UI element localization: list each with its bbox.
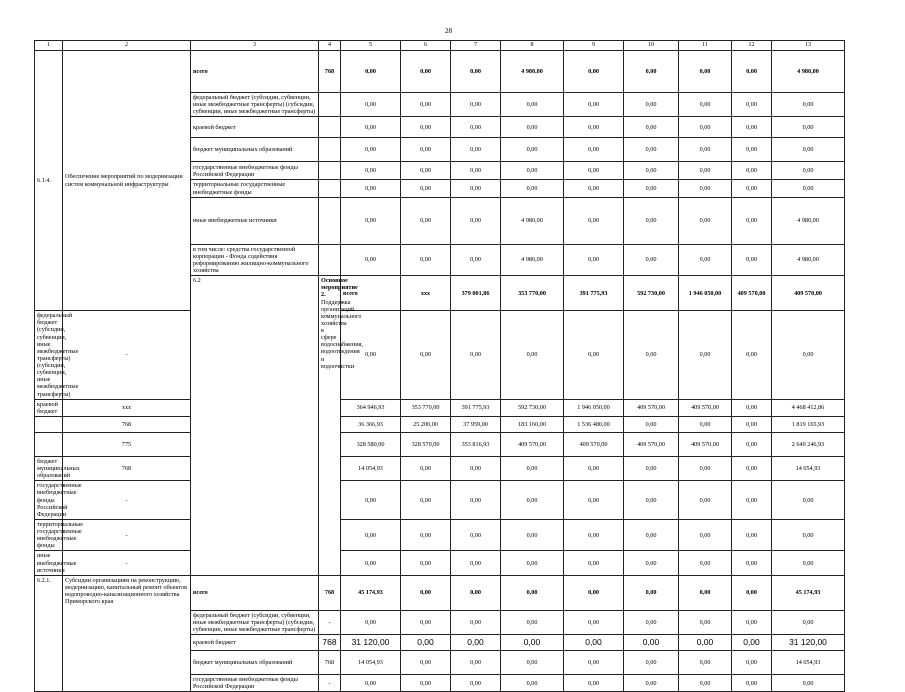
row-number: 6.1.4. — [37, 177, 51, 184]
value-cell-col-7: 0,00 — [451, 651, 501, 675]
measure-name-cell: Субсидии организациям на реконструкцию, модернизацию, капитальный ремонт объектов водопроводно-канализационного хозяйства Приморского края — [63, 575, 191, 692]
value-cell-col-5: 0,00 — [341, 551, 401, 575]
value-cell-col-8: 4 980,00 — [501, 51, 564, 93]
value-cell-col-9: 0,00 — [564, 162, 624, 180]
value-cell-col-7: 0,00 — [451, 117, 501, 138]
code-cell — [319, 117, 341, 138]
funding-source-cell: государственные внебюджетные фонды Российской Федерации — [191, 162, 319, 180]
code-cell — [319, 138, 341, 162]
value-cell-col-13: 0,00 — [772, 675, 845, 692]
value-cell-col-13: 4 980,00 — [772, 197, 845, 244]
row-number-cell: 6.2.1. — [35, 575, 63, 692]
value-cell-col-13: 0,00 — [772, 311, 845, 400]
value-cell-col-13: 31 120,00 — [772, 635, 845, 651]
value-cell-col-6: 0,00 — [401, 481, 451, 520]
value-cell-col-10: 0,00 — [624, 575, 679, 610]
value-cell-col-8: 0,00 — [501, 551, 564, 575]
code-cell: 768 — [319, 575, 341, 610]
code-cell: - — [63, 481, 191, 520]
row-number-cell: 6.2 — [191, 276, 319, 576]
value-cell-col-5: 379 001,86 — [451, 276, 501, 311]
value-cell-col-13: 2 649 246,93 — [772, 432, 845, 456]
header-cell-11: 11 — [679, 41, 732, 51]
value-cell-col-11: 0,00 — [679, 675, 732, 692]
value-cell-col-13: 0,00 — [772, 93, 845, 117]
value-cell-col-10: 0,00 — [624, 197, 679, 244]
code-cell: - — [319, 610, 341, 634]
funding-source-cell: государственные внебюджетные фонды Российской Федерации — [191, 675, 319, 692]
value-cell-col-7: 0,00 — [451, 197, 501, 244]
value-cell-col-6: 0,00 — [401, 610, 451, 634]
header-cell-12: 12 — [732, 41, 772, 51]
value-cell-col-8: 4 980,00 — [501, 197, 564, 244]
funding-source-cell: иные внебюджетные источники — [35, 551, 63, 575]
table-row — [35, 456, 845, 480]
value-cell-col-6: 0,00 — [401, 162, 451, 180]
value-cell-col-10: 0,00 — [624, 138, 679, 162]
value-cell-col-7: 0,00 — [451, 244, 501, 276]
value-cell-col-12: 0,00 — [732, 675, 772, 692]
value-cell-col-10: 409 570,00 — [624, 399, 679, 416]
value-cell-col-7: 37 959,00 — [451, 416, 501, 432]
value-cell-col-8: 0,00 — [501, 675, 564, 692]
value-cell-col-6: 0,00 — [401, 635, 451, 651]
value-cell-col-6: 0,00 — [401, 244, 451, 276]
value-cell-col-6: 0,00 — [401, 551, 451, 575]
value-cell-col-6: 0,00 — [401, 311, 451, 400]
value-cell-col-12: 0,00 — [732, 51, 772, 93]
value-cell-col-8: 0,00 — [501, 519, 564, 551]
value-cell-col-10: 0,00 — [624, 416, 679, 432]
table-body — [35, 51, 845, 692]
value-cell-col-5: 0,00 — [341, 481, 401, 520]
value-cell-col-11: 0,00 — [679, 180, 732, 197]
table-row — [35, 575, 845, 610]
value-cell-col-8: 0,00 — [501, 610, 564, 634]
value-cell-col-6: 0,00 — [401, 180, 451, 197]
value-cell-col-10: 0,00 — [624, 519, 679, 551]
value-cell-col-8: 592 730,00 — [624, 276, 679, 311]
value-cell-col-6: 0,00 — [401, 138, 451, 162]
value-cell-col-5: 14 054,93 — [341, 456, 401, 480]
table-row — [35, 51, 845, 93]
value-cell-col-12: 0,00 — [732, 519, 772, 551]
value-cell-col-12: 0,00 — [732, 180, 772, 197]
value-cell-col-8: 0,00 — [501, 117, 564, 138]
code-cell: 775 — [63, 432, 191, 456]
value-cell-col-11: 0,00 — [679, 456, 732, 480]
funding-source-cell: краевой бюджет — [35, 399, 63, 416]
value-cell-col-5: 31 120,00 — [341, 635, 401, 651]
value-cell-col-10: 0,00 — [624, 481, 679, 520]
funding-source-cell: иные внебюджетные источники — [191, 197, 319, 244]
value-cell-col-11: 409 570,00 — [679, 432, 732, 456]
value-cell-col-12: 0,00 — [732, 244, 772, 276]
funding-source-cell: федеральный бюджет (субсидии, субвенции, иные межбюджетные трансферты) (субсидии, субвенции, иные межбюджетные трансферты) — [35, 311, 63, 400]
value-cell-col-10: 0,00 — [624, 635, 679, 651]
value-cell-col-7: 0,00 — [451, 675, 501, 692]
funding-source-cell: в том числе: средства государственной корпорации - Фонда содействия реформированию жилищно-коммунального хозяйства — [191, 244, 319, 276]
funding-source-cell — [35, 416, 63, 432]
funding-source-cell: всего — [191, 575, 319, 610]
header-cell-5: 5 — [341, 41, 401, 51]
value-cell-col-7: 353 816,93 — [451, 432, 501, 456]
code-cell: ххх — [63, 399, 191, 416]
value-cell-col-6: 0,00 — [401, 117, 451, 138]
value-cell-col-13: 0,00 — [772, 481, 845, 520]
value-cell-col-11: 0,00 — [679, 311, 732, 400]
value-cell-col-7: 0,00 — [451, 51, 501, 93]
header-cell-7: 7 — [451, 41, 501, 51]
value-cell-col-11: 0,00 — [679, 117, 732, 138]
value-cell-col-11: 0,00 — [679, 416, 732, 432]
value-cell-col-11: 0,00 — [679, 651, 732, 675]
value-cell-col-10: 409 570,00 — [732, 276, 772, 311]
budget-table-container — [34, 40, 844, 692]
code-cell — [319, 162, 341, 180]
value-cell-col-10: 0,00 — [624, 651, 679, 675]
value-cell-col-13: 4 468 412,86 — [772, 399, 845, 416]
measure-name-cell: Обеспечение мероприятий по модернизации систем коммунальной инфраструктуры — [63, 51, 191, 311]
value-cell-col-9: 0,00 — [564, 456, 624, 480]
header-row — [35, 41, 845, 51]
value-cell-col-5: 0,00 — [341, 675, 401, 692]
value-cell-col-10: 409 570,00 — [624, 432, 679, 456]
value-cell-col-11: 0,00 — [679, 551, 732, 575]
value-cell-col-8: 183 160,00 — [501, 416, 564, 432]
code-cell: - — [319, 675, 341, 692]
value-cell-col-12: 0,00 — [732, 610, 772, 634]
value-cell-col-8: 592 730,00 — [501, 399, 564, 416]
value-cell-col-8: 0,00 — [501, 162, 564, 180]
budget-table — [34, 40, 845, 692]
value-cell-col-13: 0,00 — [772, 117, 845, 138]
value-cell-col-5: 0,00 — [341, 311, 401, 400]
value-cell-col-9: 0,00 — [564, 117, 624, 138]
header-cell-4: 4 — [319, 41, 341, 51]
value-cell-col-9: 409 570,00 — [564, 432, 624, 456]
value-cell-col-5: 0,00 — [341, 117, 401, 138]
value-cell-col-5: 0,00 — [341, 138, 401, 162]
value-cell-col-12: 0,00 — [732, 481, 772, 520]
value-cell-col-6: 0,00 — [401, 51, 451, 93]
value-cell-col-5: 36 366,93 — [341, 416, 401, 432]
value-cell-col-10: 0,00 — [624, 610, 679, 634]
value-cell-col-11: 0,00 — [679, 481, 732, 520]
header-cell-2: 2 — [63, 41, 191, 51]
value-cell-col-12: 0,00 — [732, 651, 772, 675]
value-cell-col-8: 0,00 — [501, 481, 564, 520]
value-cell-col-11: 0,00 — [679, 519, 732, 551]
value-cell-col-9: 0,00 — [564, 51, 624, 93]
value-cell-col-9: 0,00 — [564, 481, 624, 520]
value-cell-col-13: 0,00 — [772, 519, 845, 551]
header-cell-9: 9 — [564, 41, 624, 51]
value-cell-col-9: 0,00 — [564, 180, 624, 197]
value-cell-col-12: 0,00 — [732, 93, 772, 117]
value-cell-col-11: 0,00 — [679, 162, 732, 180]
value-cell-col-10: 0,00 — [624, 162, 679, 180]
value-cell-col-11: 0,00 — [679, 93, 732, 117]
funding-source-cell: бюджет муниципальных образований — [35, 456, 63, 480]
value-cell-col-7: 0,00 — [451, 575, 501, 610]
value-cell-col-9: 0,00 — [564, 93, 624, 117]
value-cell-col-11: 0,00 — [679, 635, 732, 651]
value-cell-col-11: 0,00 — [679, 197, 732, 244]
value-cell-col-9: 0,00 — [564, 575, 624, 610]
funding-source-cell: федеральный бюджет (субсидии, субвенции, иные межбюджетные трансферты) (субсидии, субвенции, иные межбюджетные трансферты) — [191, 610, 319, 634]
value-cell-col-5: 0,00 — [341, 93, 401, 117]
value-cell-col-7: 0,00 — [451, 635, 501, 651]
value-cell-col-12: 0,00 — [732, 456, 772, 480]
value-cell-col-8: 0,00 — [501, 93, 564, 117]
code-cell — [319, 244, 341, 276]
value-cell-col-9: 0,00 — [564, 311, 624, 400]
value-cell-col-12: 0,00 — [732, 635, 772, 651]
table-row — [35, 551, 845, 575]
value-cell-col-10: 0,00 — [624, 93, 679, 117]
value-cell-col-6: 0,00 — [401, 519, 451, 551]
value-cell-col-7: 391 775,93 — [451, 399, 501, 416]
value-cell-col-11: 0,00 — [679, 138, 732, 162]
value-cell-col-12: 0,00 — [732, 551, 772, 575]
measure-description: Поддержка организаций коммунального хозяйства в сфере водоснабжения, водоотведения и водоочистки — [321, 298, 363, 370]
value-cell-col-10: 0,00 — [624, 456, 679, 480]
value-cell-col-11: 409 570,00 — [772, 276, 845, 311]
measure-title: Основное мероприятие 2. — [321, 277, 358, 299]
value-cell-col-13: 14 054,93 — [772, 651, 845, 675]
value-cell-col-13: 1 819 165,93 — [772, 416, 845, 432]
funding-source-cell: краевой бюджет — [191, 635, 319, 651]
value-cell-col-5: 14 054,93 — [341, 651, 401, 675]
value-cell-col-9: 0,00 — [564, 675, 624, 692]
value-cell-col-10: 0,00 — [624, 311, 679, 400]
value-cell-col-9: 1 946 050,00 — [679, 276, 732, 311]
value-cell-col-10: 0,00 — [624, 551, 679, 575]
value-cell-col-9: 0,00 — [564, 519, 624, 551]
value-cell-col-7: 391 775,93 — [564, 276, 624, 311]
value-cell-col-13: 4 980,00 — [772, 244, 845, 276]
value-cell-col-8: 0,00 — [501, 456, 564, 480]
funding-source-cell: всего — [191, 51, 319, 93]
value-cell-col-8: 0,00 — [501, 575, 564, 610]
value-cell-col-5: 328 580,00 — [341, 432, 401, 456]
funding-source-cell: краевой бюджет — [191, 117, 319, 138]
value-cell-col-7: 0,00 — [451, 551, 501, 575]
funding-source-cell: всего — [341, 276, 401, 311]
value-cell-col-7: 0,00 — [451, 481, 501, 520]
value-cell-col-12: 0,00 — [732, 575, 772, 610]
funding-source-cell: территориальные государственные внебюджетные фонды — [191, 180, 319, 197]
value-cell-col-12: 0,00 — [732, 311, 772, 400]
value-cell-col-6: 25 200,00 — [401, 416, 451, 432]
value-cell-col-11: 0,00 — [679, 575, 732, 610]
value-cell-col-11: 0,00 — [679, 244, 732, 276]
table-row — [35, 432, 845, 456]
code-cell: - — [63, 551, 191, 575]
header-cell-3: 3 — [191, 41, 319, 51]
value-cell-col-10: 0,00 — [624, 117, 679, 138]
header-cell-10: 10 — [624, 41, 679, 51]
value-cell-col-11: 0,00 — [679, 51, 732, 93]
code-cell: - — [63, 311, 191, 400]
value-cell-col-9: 0,00 — [564, 197, 624, 244]
value-cell-col-10: 0,00 — [624, 180, 679, 197]
value-cell-col-7: 0,00 — [451, 519, 501, 551]
value-cell-col-5: 0,00 — [341, 197, 401, 244]
code-cell: 768 — [319, 635, 341, 651]
value-cell-col-8: 0,00 — [501, 138, 564, 162]
table-row — [35, 399, 845, 416]
value-cell-col-6: 0,00 — [401, 675, 451, 692]
value-cell-col-12: 0,00 — [732, 399, 772, 416]
code-cell — [319, 197, 341, 244]
value-cell-col-7: 0,00 — [451, 93, 501, 117]
value-cell-col-12: 0,00 — [732, 117, 772, 138]
value-cell-col-6: 328 570,00 — [401, 432, 451, 456]
table-row — [35, 311, 845, 400]
header-cell-6: 6 — [401, 41, 451, 51]
value-cell-col-11: 0,00 — [679, 610, 732, 634]
value-cell-col-12: 0,00 — [732, 138, 772, 162]
code-cell: 768 — [63, 416, 191, 432]
header-cell-13: 13 — [772, 41, 845, 51]
value-cell-col-5: 0,00 — [341, 244, 401, 276]
value-cell-col-12: 0,00 — [732, 197, 772, 244]
value-cell-col-6: 0,00 — [401, 456, 451, 480]
header-cell-8: 8 — [501, 41, 564, 51]
value-cell-col-6: 353 770,00 — [501, 276, 564, 311]
value-cell-col-13: 0,00 — [772, 162, 845, 180]
value-cell-col-8: 409 570,00 — [501, 432, 564, 456]
row-number-cell — [35, 51, 63, 311]
value-cell-col-10: 0,00 — [624, 244, 679, 276]
value-cell-col-9: 0,00 — [564, 635, 624, 651]
funding-source-cell: территориальные государственные внебюджетные фонды — [35, 519, 63, 551]
value-cell-col-5: 0,00 — [341, 610, 401, 634]
funding-source-cell: бюджет муниципальных образований — [191, 138, 319, 162]
table-row — [35, 481, 845, 520]
value-cell-col-8: 0,00 — [501, 651, 564, 675]
value-cell-col-8: 0,00 — [501, 180, 564, 197]
value-cell-col-5: 45 174,93 — [341, 575, 401, 610]
value-cell-col-13: 0,00 — [772, 610, 845, 634]
value-cell-col-11: 409 570,00 — [679, 399, 732, 416]
value-cell-col-7: 0,00 — [451, 456, 501, 480]
value-cell-col-9: 1 536 480,00 — [564, 416, 624, 432]
value-cell-col-7: 0,00 — [451, 180, 501, 197]
code-cell — [319, 93, 341, 117]
value-cell-col-12: 0,00 — [732, 162, 772, 180]
code-cell: ххх — [401, 276, 451, 311]
value-cell-col-5: 0,00 — [341, 180, 401, 197]
header-cell-1: 1 — [35, 41, 63, 51]
funding-source-cell — [35, 432, 63, 456]
value-cell-col-7: 0,00 — [451, 162, 501, 180]
value-cell-col-13: 4 980,00 — [772, 51, 845, 93]
code-cell — [319, 180, 341, 197]
value-cell-col-10: 0,00 — [624, 51, 679, 93]
value-cell-col-13: 45 174,93 — [772, 575, 845, 610]
page-number: 28 — [445, 27, 452, 35]
value-cell-col-7: 0,00 — [451, 610, 501, 634]
code-cell: 768 — [319, 51, 341, 93]
value-cell-col-7: 0,00 — [451, 138, 501, 162]
value-cell-col-8: 0,00 — [501, 311, 564, 400]
value-cell-col-6: 0,00 — [401, 651, 451, 675]
value-cell-col-6: 0,00 — [401, 197, 451, 244]
value-cell-col-8: 4 980,00 — [501, 244, 564, 276]
value-cell-col-7: 0,00 — [451, 311, 501, 400]
value-cell-col-9: 0,00 — [564, 244, 624, 276]
value-cell-col-9: 0,00 — [564, 551, 624, 575]
funding-source-cell: государственные внебюджетные фонды Российской Федерации — [35, 481, 63, 520]
value-cell-col-13: 0,00 — [772, 551, 845, 575]
value-cell-col-9: 1 946 050,00 — [564, 399, 624, 416]
value-cell-col-5: 364 946,93 — [341, 399, 401, 416]
code-cell: 768 — [63, 456, 191, 480]
value-cell-col-5: 0,00 — [341, 162, 401, 180]
code-cell: 768 — [319, 651, 341, 675]
value-cell-col-8: 0,00 — [501, 635, 564, 651]
code-cell: - — [63, 519, 191, 551]
value-cell-col-13: 14 054,93 — [772, 456, 845, 480]
value-cell-col-5: 0,00 — [341, 519, 401, 551]
value-cell-col-12: 0,00 — [732, 416, 772, 432]
value-cell-col-12: 0,00 — [732, 432, 772, 456]
table-row — [35, 416, 845, 432]
funding-source-cell: федеральный бюджет (субсидии, субвенции, иные межбюджетные трансферты) (субсидии, субвенции, иные межбюджетные трансферты) — [191, 93, 319, 117]
value-cell-col-5: 0,00 — [341, 51, 401, 93]
value-cell-col-6: 353 770,00 — [401, 399, 451, 416]
funding-source-cell: бюджет муниципальных образований — [191, 651, 319, 675]
value-cell-col-13: 0,00 — [772, 138, 845, 162]
value-cell-col-9: 0,00 — [564, 138, 624, 162]
value-cell-col-9: 0,00 — [564, 651, 624, 675]
value-cell-col-6: 0,00 — [401, 575, 451, 610]
value-cell-col-10: 0,00 — [624, 675, 679, 692]
value-cell-col-6: 0,00 — [401, 93, 451, 117]
table-row — [35, 519, 845, 551]
value-cell-col-9: 0,00 — [564, 610, 624, 634]
value-cell-col-13: 0,00 — [772, 180, 845, 197]
